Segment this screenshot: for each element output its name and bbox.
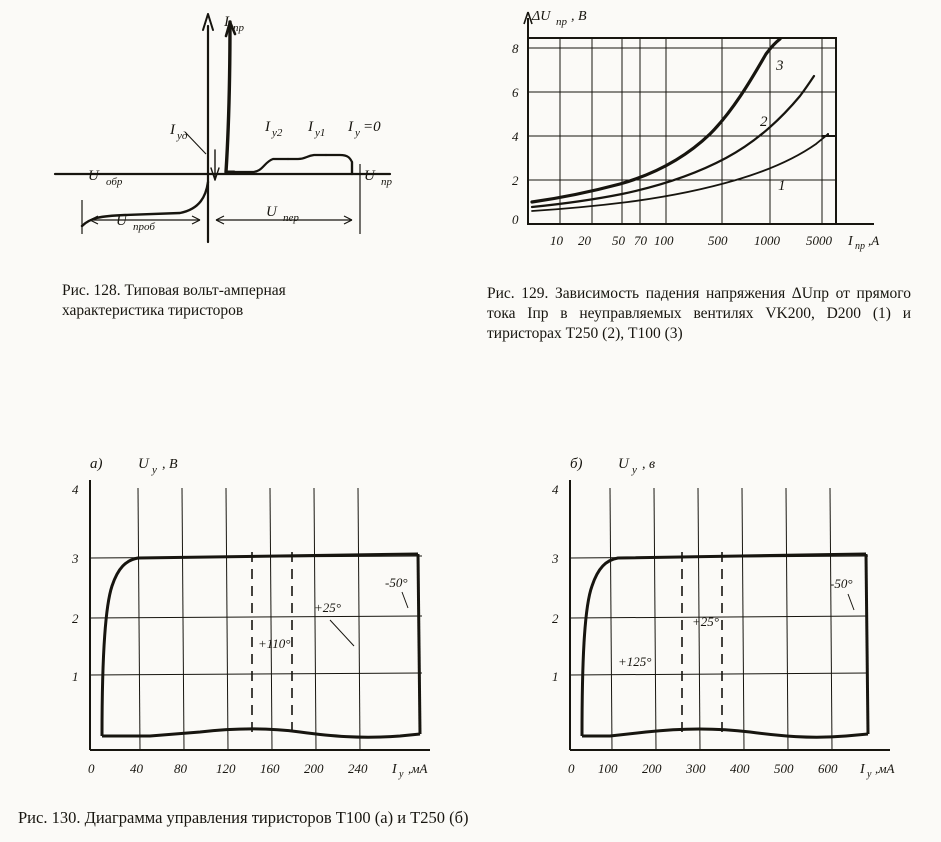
label-uobr: U bbox=[88, 168, 99, 184]
xtick-a-200: 200 bbox=[304, 761, 324, 776]
svg-text:=0: =0 bbox=[363, 119, 381, 135]
caption-figure-129: Рис. 129. Зависимость падения напряжения ΔUпp от прямого тока Iпp в неуправляемых вентилях VK200, D200 (1) и тиристорах Т250 (2), Т100 (3) bbox=[487, 285, 911, 342]
label-iy-axis-b: I bbox=[860, 762, 865, 777]
xtick-a-240: 240 bbox=[348, 761, 368, 776]
label-uy-axis-b: U bbox=[618, 456, 629, 472]
xtick-a-80: 80 bbox=[174, 761, 187, 776]
figure-130-panel-b bbox=[470, 440, 910, 780]
xtick-10: 10 bbox=[550, 233, 563, 248]
ytick-2: 2 bbox=[512, 173, 519, 188]
ytick-6: 6 bbox=[512, 85, 519, 100]
label-delta-upr: ΔU bbox=[532, 9, 551, 24]
annotation-plus125: +125° bbox=[618, 654, 652, 669]
label-iy1: I bbox=[308, 119, 313, 135]
annotation-plus25-a: +25° bbox=[314, 600, 341, 615]
panel-label-a: а) bbox=[90, 456, 103, 472]
svg-text:пр: пр bbox=[381, 176, 392, 188]
panel-label-b: б) bbox=[570, 456, 583, 472]
svg-text:у2: у2 bbox=[272, 127, 283, 139]
xtick-b-300: 300 bbox=[686, 761, 706, 776]
svg-text:пр: пр bbox=[556, 16, 567, 28]
ytick-a-4: 4 bbox=[72, 482, 79, 497]
xtick-500: 500 bbox=[708, 233, 728, 248]
ytick-a-3: 3 bbox=[72, 551, 79, 566]
annotation-minus50-a: -50° bbox=[385, 575, 408, 590]
svg-text:пр: пр bbox=[855, 241, 865, 252]
ytick-8: 8 bbox=[512, 41, 519, 56]
xtick-b-0: 0 bbox=[568, 761, 575, 776]
annotation-plus25-b: +25° bbox=[692, 614, 719, 629]
svg-text:у: у bbox=[632, 464, 637, 476]
caption-figure-128: Рис. 128. Типовая вольт-амперная характеристика тиристоров bbox=[62, 282, 286, 319]
svg-text:у: у bbox=[152, 464, 157, 476]
xtick-b-200: 200 bbox=[642, 761, 662, 776]
svg-text:,A: ,A bbox=[868, 233, 880, 248]
xtick-b-600: 600 bbox=[818, 761, 838, 776]
annotation-minus50-b: -50° bbox=[830, 576, 853, 591]
svg-text:,мА: ,мА bbox=[875, 761, 895, 776]
label-iy0: I bbox=[348, 119, 353, 135]
label-ipr-axis: I bbox=[224, 14, 229, 30]
ytick-4: 4 bbox=[512, 129, 519, 144]
svg-text:, B: , B bbox=[571, 9, 587, 24]
svg-text:,мА: ,мА bbox=[408, 761, 428, 776]
svg-text:у: у bbox=[399, 769, 404, 780]
label-iyd: I bbox=[170, 122, 175, 138]
xtick-b-400: 400 bbox=[730, 761, 750, 776]
svg-text:уд: уд bbox=[177, 130, 188, 142]
svg-text:у: у bbox=[355, 127, 360, 139]
svg-text:у: у bbox=[867, 769, 872, 780]
curve-label-1: 1 bbox=[778, 178, 786, 194]
label-ipr-axis-129: I bbox=[848, 234, 853, 249]
svg-text:пер: пер bbox=[283, 212, 299, 224]
svg-text:, B: , B bbox=[162, 457, 178, 472]
xtick-b-100: 100 bbox=[598, 761, 618, 776]
annotation-plus110: +110° bbox=[258, 636, 291, 651]
figure-128 bbox=[30, 4, 430, 262]
xtick-70: 70 bbox=[634, 233, 647, 248]
xtick-a-160: 160 bbox=[260, 761, 280, 776]
ytick-a-2: 2 bbox=[72, 611, 79, 626]
label-uproboy: U bbox=[116, 213, 127, 229]
ytick-0: 0 bbox=[512, 212, 519, 227]
xtick-100: 100 bbox=[654, 233, 674, 248]
ytick-b-2: 2 bbox=[552, 611, 559, 626]
figure-129 bbox=[470, 2, 910, 272]
label-iy2: I bbox=[265, 119, 270, 135]
svg-text:обр: обр bbox=[106, 176, 123, 188]
svg-text:, в: , в bbox=[642, 457, 656, 472]
label-iy-axis-a: I bbox=[392, 762, 397, 777]
xtick-b-500: 500 bbox=[774, 761, 794, 776]
svg-text:пр: пр bbox=[233, 22, 244, 34]
svg-text:проб: проб bbox=[133, 221, 155, 233]
label-upr: U bbox=[364, 168, 375, 184]
label-uper: U bbox=[266, 204, 277, 220]
curve-label-2: 2 bbox=[760, 114, 768, 130]
xtick-50: 50 bbox=[612, 233, 625, 248]
xtick-20: 20 bbox=[578, 233, 591, 248]
xtick-a-40: 40 bbox=[130, 761, 143, 776]
ytick-b-3: 3 bbox=[552, 551, 559, 566]
ytick-a-1: 1 bbox=[72, 669, 79, 684]
xtick-a-120: 120 bbox=[216, 761, 236, 776]
xtick-1000: 1000 bbox=[754, 233, 780, 248]
xtick-a-0: 0 bbox=[88, 761, 95, 776]
figure-130-panel-a bbox=[30, 440, 450, 780]
ytick-b-1: 1 bbox=[552, 669, 559, 684]
svg-text:у1: у1 bbox=[315, 127, 326, 139]
caption-figure-130: Рис. 130. Диаграмма управления тиристоров Т100 (а) и Т250 (б) bbox=[18, 808, 469, 827]
label-uy-axis-a: U bbox=[138, 456, 149, 472]
xtick-5000: 5000 bbox=[806, 233, 832, 248]
curve-label-3: 3 bbox=[776, 58, 784, 74]
ytick-b-4: 4 bbox=[552, 482, 559, 497]
